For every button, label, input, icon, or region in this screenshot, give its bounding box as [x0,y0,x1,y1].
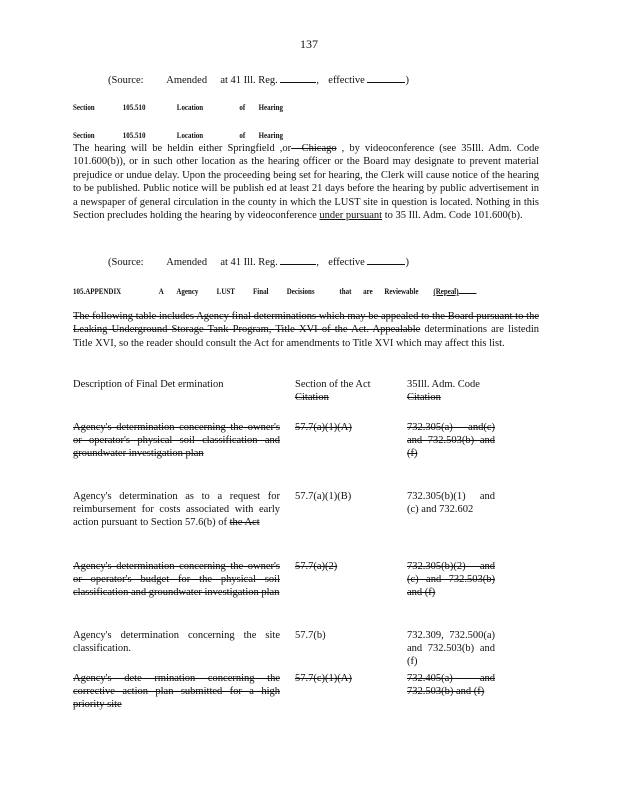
row-2-struck-tail: the Act [229,517,260,529]
table-row-1-description: Agency's determination concerning the owner's or operator's physical soil classification and groundwater investigation plan [73,422,280,460]
appendix-word-decisions: Decisions [286,286,315,296]
table-row-5-code: 732.405(a) and 732.503(b) and (f) [407,673,495,698]
source-prefix: (Source: [108,75,144,86]
source-close: ) [405,75,409,86]
appendix-word-are: are [363,286,373,296]
header-description: Description of Final Det ermination [73,379,224,390]
repeal-marker: (Repeal) [433,286,459,296]
section-title-hearing: Hearing [258,102,283,112]
section-number: 105.510 [122,130,146,140]
table-row-4-description: Agency's determination concerning the site classification. [73,630,280,655]
appendix-letter: A [158,286,164,296]
header-code-citation: Citation [407,392,441,404]
section-title-hearing: Hearing [258,130,283,140]
hearing-text-end: to 35 Ill. Adm. Code 101.600(b). [382,210,523,222]
source-note-2 [108,254,409,269]
header-section [295,378,407,404]
row-2-description-text: Agency's determination as to a request for reimbursement for costs associated with early action pursuant to Section 57.6(b) of [73,491,280,529]
source-register: at 41 Ill. Reg. [220,257,278,268]
source-effective: effective [328,257,365,268]
table-row-5-description: Agency's dete rmination concerning the corrective action plan submitted for a high priority site [73,673,280,711]
header-code [407,378,495,404]
table-row-3-description: Agency's determination concerning the owner's or operator's budget for the physical soil classification and groundwater investigation plan [73,561,280,599]
table-row-5-section: 57.7(c)(1)(A) [295,673,352,684]
section-heading [73,102,283,112]
source-effective: effective [328,75,365,86]
section-title-of: of [239,102,246,112]
hearing-text-start: The hearing will be heldin either Springfield ,or [73,143,292,154]
source-amended: Amended [166,75,208,86]
intro-text: determinations are listedin Title XVI, so the reader should consult the Act for amendments to Title XVI which may affect this list. [73,324,539,349]
section-title-location: Location [176,130,204,140]
source-register: at 41 Ill. Reg. [220,75,278,86]
table-row-1-code: 732.305(a) and(c) and 732.503(b) and (f) [407,422,495,460]
appendix-word-that: that [339,286,352,296]
inserted-text: under pursuant [319,210,383,222]
appendix-word-lust: LUST [216,286,235,296]
header-code-label: 35Ill. Adm. Code [407,379,480,390]
source-close: ) [405,257,409,268]
table-row-2-code: 732.305(b)(1) and (c) and 732.602 [407,491,495,516]
source-comma: , [316,257,320,268]
appendix-heading [73,286,477,296]
effective-blank [367,254,405,265]
repeal-rule [459,287,477,294]
hearing-paragraph [73,142,539,222]
hearing-text-body: , by videoconference (see 35Ill. Adm. Code 101.600(b)), or in such other location as the hearing officer or the Board may designate to prevent material prejudice or undue delay. Upon the proceeding being set for hearing, the Clerk will cause notice of the hearing to be published. Public notice will be publish ed at least 21 days before the hearing by public advertisement in a newspaper of general circulation in the county in which the LUST site in question is located. Nothing in this Section precludes holding the hearing by videoconference [73,143,539,222]
appendix-word-reviewable: Reviewable [384,286,419,296]
page-number: 137 [300,37,318,51]
appendix-label: 105.APPENDIX [73,286,122,296]
header-section-label: Section of the Act [295,379,371,390]
struck-chicago: —Chicago [291,143,337,154]
table-row-3-section: 57.7(a)(2) [295,561,338,572]
table-row-4-code: 732.309, 732.500(a) and 732.503(b) and (f) [407,630,495,668]
section-title-of: of [239,130,246,140]
source-prefix: (Source: [108,257,144,268]
section-title-location: Location [176,102,204,112]
section-word: Section [73,130,95,140]
table-row-2-section: 57.7(a)(1)(B) [295,491,352,502]
register-blank [280,254,316,265]
struck-intro: The following table includes Agency final determinations which may be appealed to the Board pursuant to the Leaking Underground Storage Tank Program, Title XVI of the Act. Appealable [73,311,539,336]
section-heading-repeat [73,130,283,140]
table-row-4-section: 57.7(b) [295,630,326,641]
source-comma: , [316,75,320,86]
appendix-word-agency: Agency [176,286,199,296]
header-section-citation: Citation [295,392,329,404]
table-row-2-description [73,490,280,530]
source-amended: Amended [166,257,208,268]
table-intro [73,310,539,350]
appendix-word-final: Final [253,286,269,296]
register-blank [280,72,316,83]
source-note-1 [108,72,409,87]
table-row-3-code: 732.305(b)(2) and (c) and 732.503(b) and (f) [407,561,495,599]
effective-blank [367,72,405,83]
section-number: 105.510 [122,102,146,112]
section-word: Section [73,102,95,112]
table-row-1-section: 57.7(a)(1)(A) [295,422,352,433]
